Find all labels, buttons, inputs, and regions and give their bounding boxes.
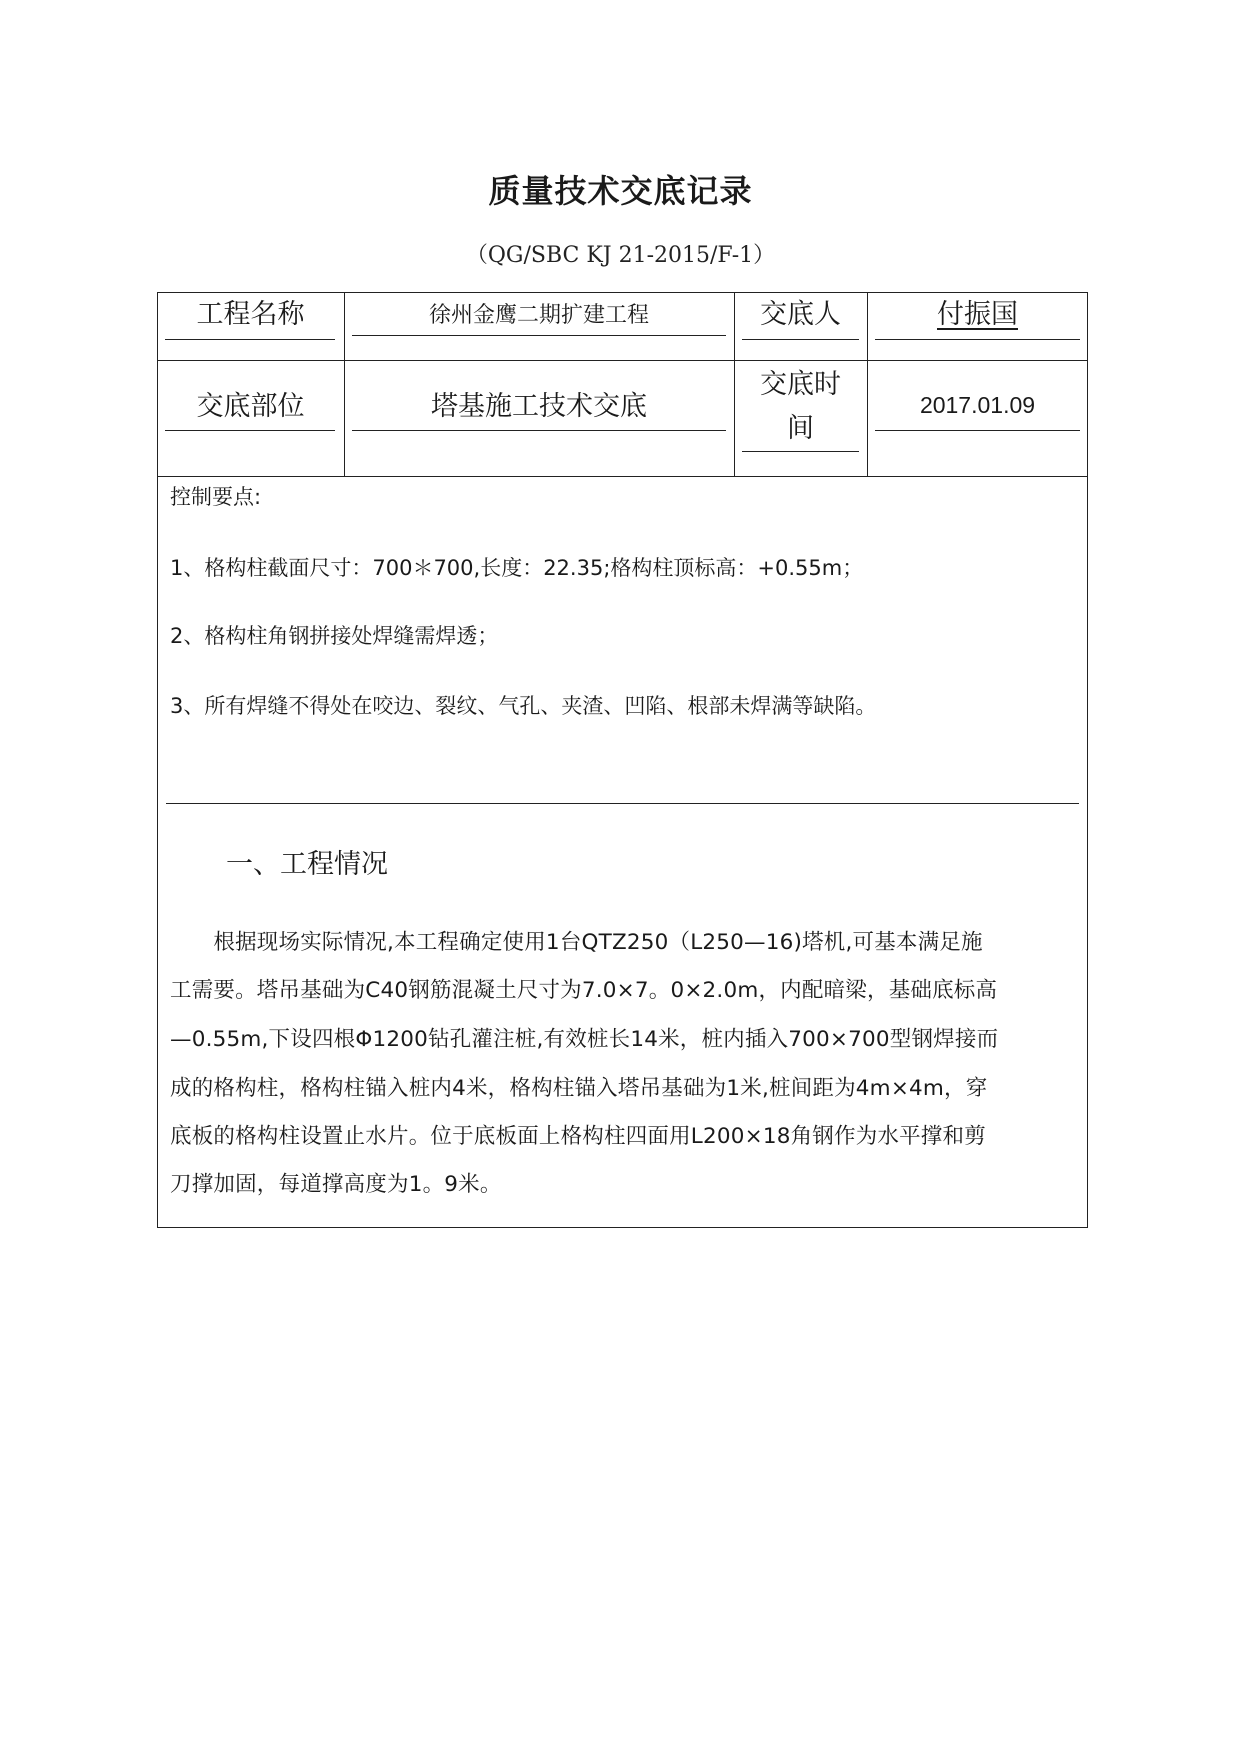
location-label: 交底部位 [196, 391, 305, 422]
location-value: 塔基施工技术交底 [431, 391, 647, 422]
paragraph-line-4: 成的格构柱，格构柱锚入桩内4米，格构柱锚入塔吊基础为1米,桩间距为4m×4m，穿 [170, 1076, 988, 1101]
location-label-underline [165, 430, 335, 431]
control-point-3: 3、所有焊缝不得处在咬边、裂纹、气孔、夹渣、凹陷、根部未焊满等缺陷。 [170, 694, 877, 718]
paragraph-line-3: —0.55m,下设四根Φ1200钻孔灌注桩,有效桩长14米，桩内插入700×700型钢焊接而 [170, 1027, 999, 1052]
control-point-2: 2、格构柱角钢拼接处焊缝需焊透； [170, 624, 499, 648]
time-value: 2017.01.09 [919, 392, 1036, 418]
paragraph-line-6: 刀撑加固，每道撑高度为1。9米。 [170, 1172, 502, 1197]
presenter-value: 付振国 [937, 299, 1018, 330]
presenter-label-underline [742, 339, 859, 340]
document-code: （QG/SBC KJ 21-2015/F-1） [465, 243, 776, 268]
control-points-divider [166, 803, 1079, 804]
project-name-value-underline [352, 335, 726, 336]
row-divider-1 [157, 360, 1088, 361]
control-point-1: 1、格构柱截面尺寸：700＊700,长度：22.35;格构柱顶标高：+0.55m； [170, 556, 864, 580]
paragraph-line-2: 工需要。塔吊基础为C40钢筋混凝土尺寸为7.0×7。0×2.0m，内配暗梁，基础底标高 [170, 978, 998, 1003]
project-name-value: 徐州金鹰二期扩建工程 [428, 303, 649, 328]
presenter-label: 交底人 [760, 299, 841, 330]
row-divider-2 [157, 476, 1088, 477]
document-title: 质量技术交底记录 [488, 172, 753, 210]
time-label-underline [742, 451, 859, 452]
time-label-line1: 交底时 [760, 369, 841, 400]
location-value-underline [352, 430, 726, 431]
paragraph-line-5: 底板的格构柱设置止水片。位于底板面上格构柱四面用L200×18角钢作为水平撑和剪 [170, 1124, 986, 1149]
paragraph-line-1: 根据现场实际情况,本工程确定使用1台QTZ250（L250—16)塔机,可基本满足施 [170, 930, 983, 955]
project-name-label-underline [165, 339, 335, 340]
project-name-label: 工程名称 [196, 299, 305, 330]
time-value-underline [875, 430, 1080, 431]
control-points-heading: 控制要点: [170, 485, 262, 509]
section-heading: 一、工程情况 [226, 849, 388, 880]
time-label-line2: 间 [787, 413, 814, 444]
presenter-value-underline [875, 339, 1080, 340]
col-divider-1 [344, 292, 345, 476]
